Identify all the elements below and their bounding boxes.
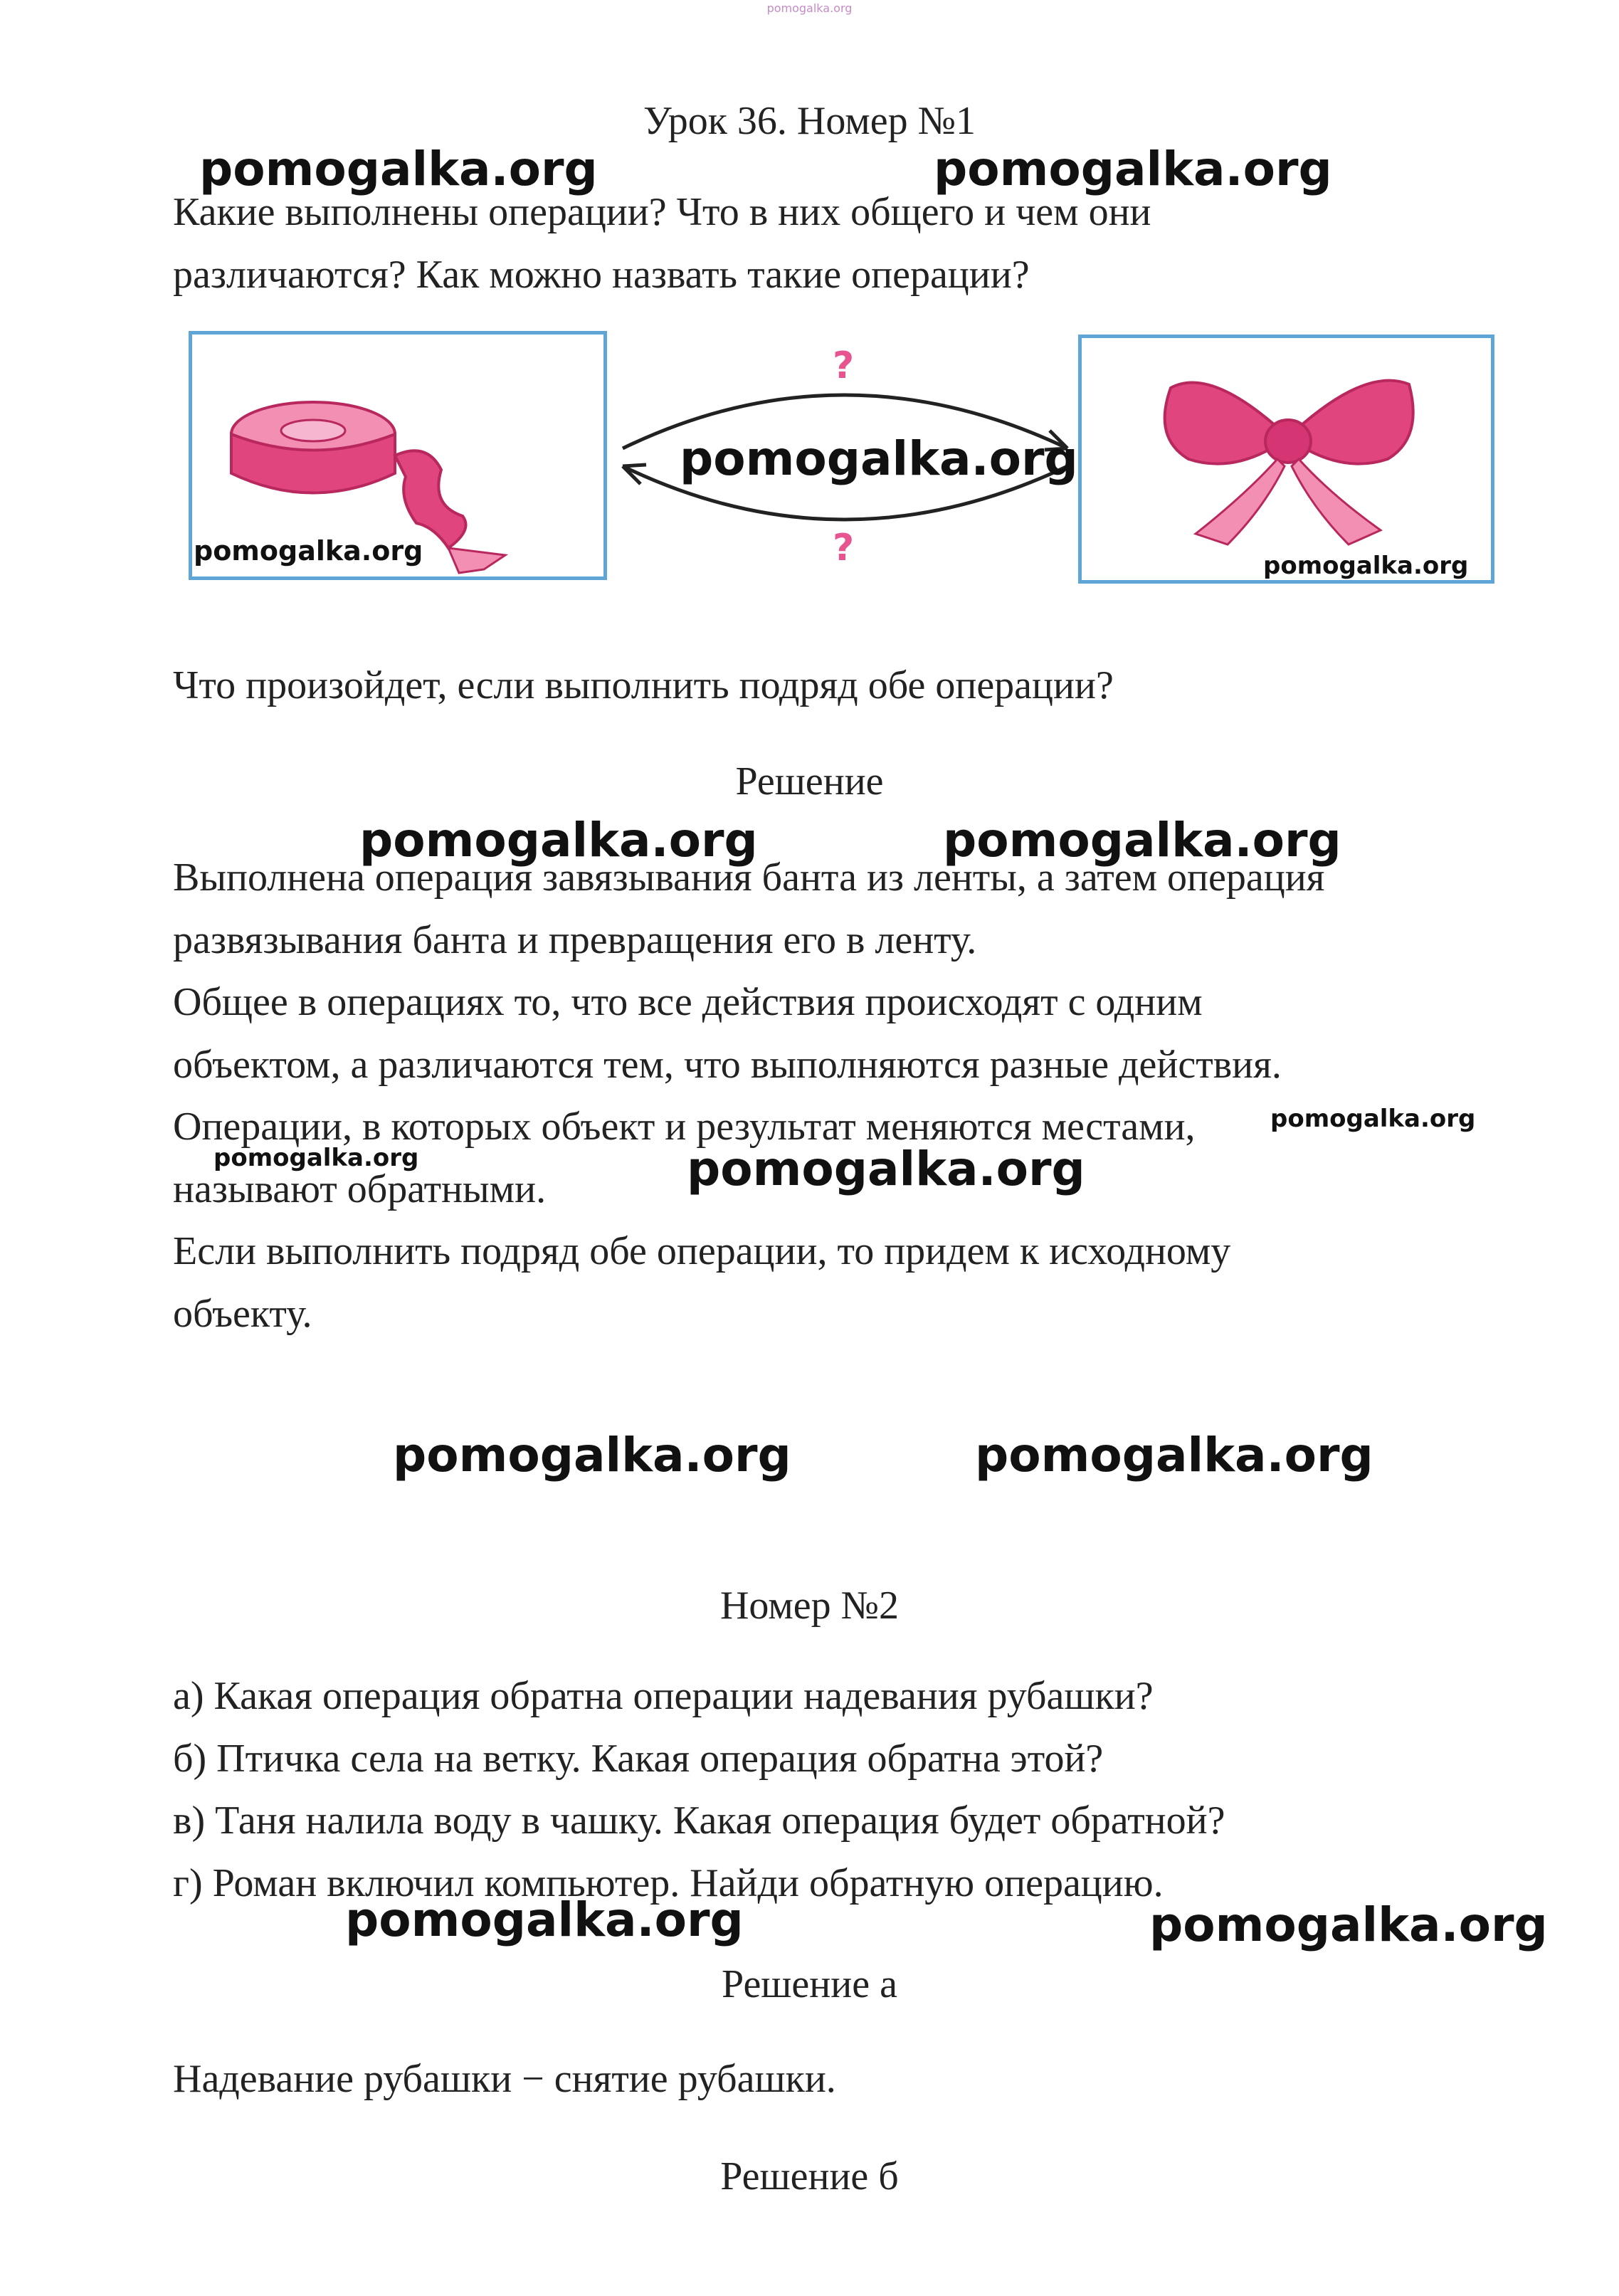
solution-line-8: объекту. (173, 1292, 312, 1336)
watermark: pomogalka.org (1270, 1105, 1476, 1133)
solution-title: Решение (735, 759, 884, 804)
task2-title: Номер №2 (719, 1584, 900, 1628)
watermark: pomogalka.org (943, 813, 1341, 868)
watermark: pomogalka.org (213, 1144, 419, 1172)
solution-line-1: Выполнена операция завязывания банта из ленты, а затем операция (173, 855, 1325, 900)
solution-line-5: Операции, в которых объект и результат меняются местами, (173, 1105, 1196, 1149)
watermark: pomogalka.org (975, 1428, 1373, 1483)
watermark: pomogalka.org (194, 535, 423, 567)
question-line-1: Какие выполнены операции? Что в них общего и чем они (173, 190, 1151, 234)
solution-a-text: Надевание рубашки − снятие рубашки. (173, 2057, 836, 2101)
watermark: pomogalka.org (345, 1892, 744, 1947)
solution-b-title: Решение б (720, 2154, 899, 2198)
solution-line-6: называют обратными. (173, 1167, 547, 1211)
task2-item-c: в) Таня налила воду в чашку. Какая операция будет обратной? (173, 1799, 1225, 1843)
watermark: pomogalka.org (1149, 1897, 1548, 1952)
question-mark-bottom: ? (833, 527, 855, 569)
task2-item-d: г) Роман включил компьютер. Найди обратную операцию. (173, 1861, 1164, 1905)
watermark: pomogalka.org (687, 1142, 1085, 1196)
task2-item-a: а) Какая операция обратна операции надевания рубашки? (173, 1674, 1154, 1718)
watermark: pomogalka.org (680, 431, 1078, 486)
watermark: pomogalka.org (1263, 552, 1469, 580)
solution-a-title: Решение а (722, 1962, 897, 2006)
watermark: pomogalka.org (199, 142, 598, 196)
bow-icon (1082, 338, 1491, 580)
question-line-2: различаются? Как можно назвать такие операции? (173, 253, 1030, 297)
question-mark-top: ? (833, 344, 855, 387)
solution-line-7: Если выполнить подряд обе операции, то придем к исходному (173, 1229, 1231, 1273)
watermark: pomogalka.org (934, 142, 1332, 196)
follow-up-question: Что произойдет, если выполнить подряд обе операции? (173, 663, 1114, 707)
solution-line-2: развязывания банта и превращения его в ленту. (173, 918, 977, 962)
watermark: pomogalka.org (359, 813, 758, 868)
site-mark-top: pomogalka.org (766, 1, 853, 15)
bow-panel (1078, 335, 1494, 584)
lesson-title: Урок 36. Номер №1 (643, 99, 976, 143)
watermark: pomogalka.org (393, 1428, 791, 1483)
solution-line-4: объектом, а различаются тем, что выполняются разные действия. (173, 1043, 1282, 1087)
task2-item-b: б) Птичка села на ветку. Какая операция обратна этой? (173, 1737, 1104, 1781)
solution-line-3: Общее в операциях то, что все действия происходят с одним (173, 980, 1203, 1024)
